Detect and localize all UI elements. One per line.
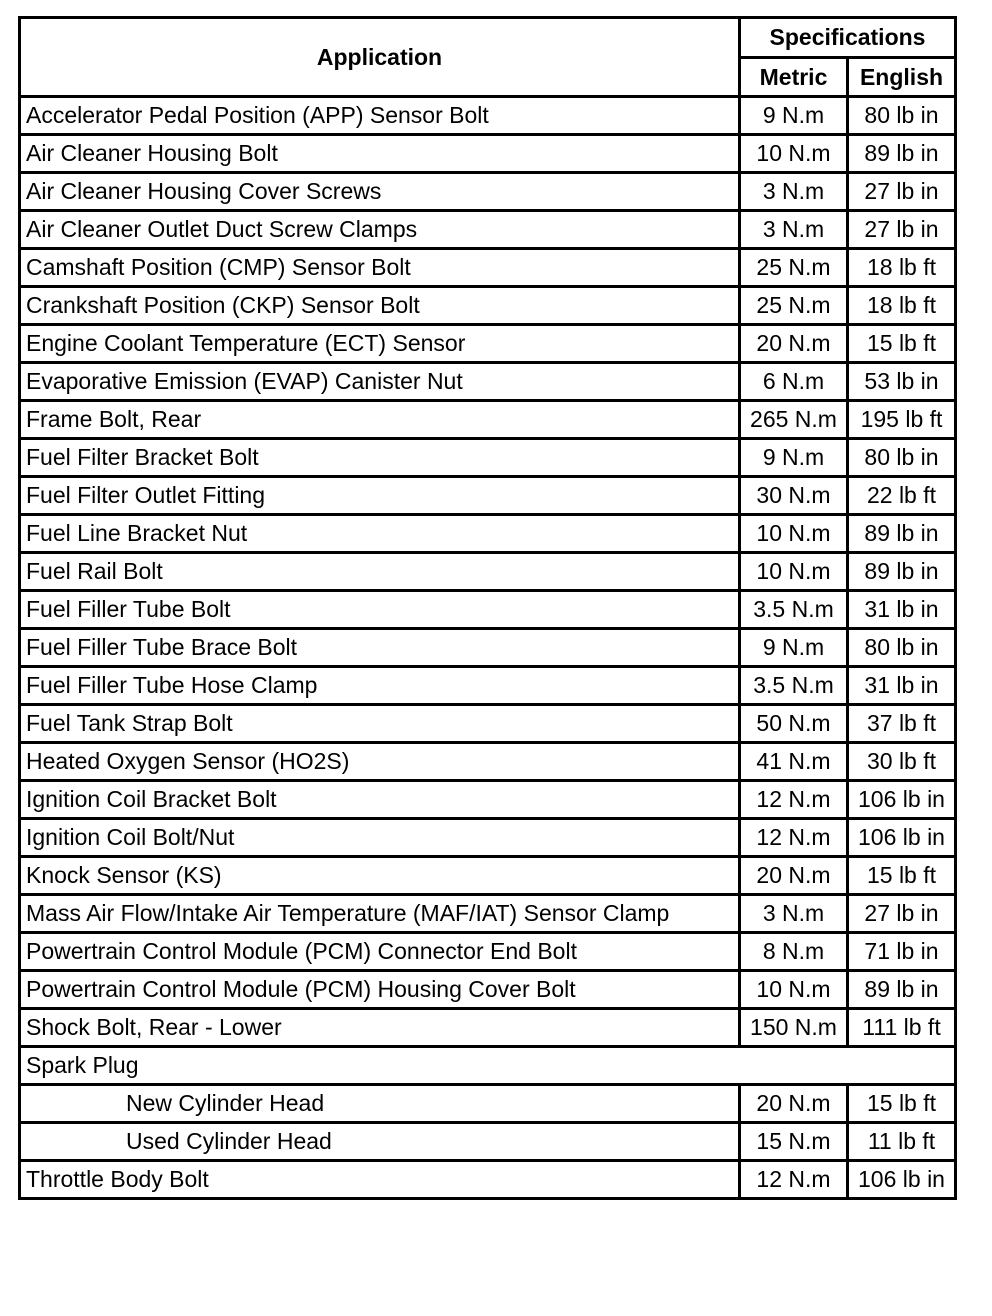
metric-cell: 30 N.m	[740, 477, 848, 515]
table-row	[20, 363, 956, 401]
application-cell: Fuel Rail Bolt	[20, 553, 740, 591]
table-row	[20, 173, 956, 211]
application-cell: Fuel Line Bracket Nut	[20, 515, 740, 553]
metric-cell: 20 N.m	[740, 857, 848, 895]
table-row	[20, 1161, 956, 1199]
table-header	[20, 18, 956, 97]
english-cell: 31 lb in	[848, 591, 956, 629]
application-cell: Air Cleaner Housing Cover Screws	[20, 173, 740, 211]
english-cell: 11 lb ft	[848, 1123, 956, 1161]
english-cell: 89 lb in	[848, 515, 956, 553]
metric-cell: 10 N.m	[740, 553, 848, 591]
application-cell: Mass Air Flow/Intake Air Temperature (MAF/IAT) Sensor Clamp	[20, 895, 740, 933]
english-cell: 89 lb in	[848, 553, 956, 591]
metric-cell: 265 N.m	[740, 401, 848, 439]
metric-cell: 15 N.m	[740, 1123, 848, 1161]
application-cell: Camshaft Position (CMP) Sensor Bolt	[20, 249, 740, 287]
english-cell: 15 lb ft	[848, 857, 956, 895]
application-cell: Air Cleaner Housing Bolt	[20, 135, 740, 173]
metric-cell: 12 N.m	[740, 1161, 848, 1199]
metric-cell: 25 N.m	[740, 249, 848, 287]
table-row	[20, 211, 956, 249]
application-cell: Fuel Filler Tube Brace Bolt	[20, 629, 740, 667]
table-row	[20, 477, 956, 515]
table-row	[20, 591, 956, 629]
table-row	[20, 1085, 956, 1123]
table-row	[20, 781, 956, 819]
english-cell: 30 lb ft	[848, 743, 956, 781]
metric-header: Metric	[740, 58, 848, 97]
english-cell: 89 lb in	[848, 971, 956, 1009]
english-cell: 80 lb in	[848, 439, 956, 477]
metric-cell: 9 N.m	[740, 439, 848, 477]
metric-cell: 20 N.m	[740, 1085, 848, 1123]
table-row	[20, 933, 956, 971]
application-cell: Engine Coolant Temperature (ECT) Sensor	[20, 325, 740, 363]
metric-cell: 3.5 N.m	[740, 591, 848, 629]
english-cell: 71 lb in	[848, 933, 956, 971]
application-cell: Powertrain Control Module (PCM) Housing Cover Bolt	[20, 971, 740, 1009]
table-row	[20, 819, 956, 857]
application-cell: Frame Bolt, Rear	[20, 401, 740, 439]
application-cell: Throttle Body Bolt	[20, 1161, 740, 1199]
application-cell: Air Cleaner Outlet Duct Screw Clamps	[20, 211, 740, 249]
english-cell: 22 lb ft	[848, 477, 956, 515]
application-cell: Accelerator Pedal Position (APP) Sensor Bolt	[20, 97, 740, 135]
english-cell: 15 lb ft	[848, 1085, 956, 1123]
metric-cell: 50 N.m	[740, 705, 848, 743]
metric-cell: 3 N.m	[740, 173, 848, 211]
application-cell: Powertrain Control Module (PCM) Connector End Bolt	[20, 933, 740, 971]
english-cell: 106 lb in	[848, 1161, 956, 1199]
english-cell: 18 lb ft	[848, 287, 956, 325]
english-cell: 27 lb in	[848, 211, 956, 249]
metric-cell: 3 N.m	[740, 895, 848, 933]
table-row	[20, 515, 956, 553]
application-cell: Spark Plug	[20, 1047, 956, 1085]
english-cell: 37 lb ft	[848, 705, 956, 743]
english-cell: 106 lb in	[848, 819, 956, 857]
table-row	[20, 135, 956, 173]
metric-cell: 8 N.m	[740, 933, 848, 971]
table-body	[20, 97, 956, 1199]
table-row	[20, 249, 956, 287]
application-header: Application	[20, 18, 740, 97]
metric-cell: 41 N.m	[740, 743, 848, 781]
table-row	[20, 629, 956, 667]
english-cell: 27 lb in	[848, 173, 956, 211]
table-row	[20, 97, 956, 135]
table-row	[20, 1123, 956, 1161]
table-row	[20, 971, 956, 1009]
application-cell: Used Cylinder Head	[20, 1123, 740, 1161]
application-cell: Fuel Tank Strap Bolt	[20, 705, 740, 743]
specifications-header: Specifications	[740, 18, 956, 58]
application-cell: Knock Sensor (KS)	[20, 857, 740, 895]
table-row	[20, 743, 956, 781]
table-row	[20, 401, 956, 439]
english-cell: 80 lb in	[848, 97, 956, 135]
table-row	[20, 895, 956, 933]
application-cell: Heated Oxygen Sensor (HO2S)	[20, 743, 740, 781]
table-row	[20, 553, 956, 591]
table-row	[20, 705, 956, 743]
table-row	[20, 667, 956, 705]
torque-spec-table	[18, 16, 957, 1200]
metric-cell: 25 N.m	[740, 287, 848, 325]
metric-cell: 12 N.m	[740, 819, 848, 857]
metric-cell: 20 N.m	[740, 325, 848, 363]
metric-cell: 9 N.m	[740, 629, 848, 667]
english-cell: 53 lb in	[848, 363, 956, 401]
application-cell: Shock Bolt, Rear - Lower	[20, 1009, 740, 1047]
application-cell: Crankshaft Position (CKP) Sensor Bolt	[20, 287, 740, 325]
table-row	[20, 439, 956, 477]
table-row	[20, 857, 956, 895]
group-row	[20, 1047, 956, 1085]
metric-cell: 150 N.m	[740, 1009, 848, 1047]
metric-cell: 9 N.m	[740, 97, 848, 135]
metric-cell: 3 N.m	[740, 211, 848, 249]
english-cell: 18 lb ft	[848, 249, 956, 287]
application-cell: Fuel Filter Outlet Fitting	[20, 477, 740, 515]
english-cell: 15 lb ft	[848, 325, 956, 363]
english-cell: 111 lb ft	[848, 1009, 956, 1047]
english-cell: 31 lb in	[848, 667, 956, 705]
application-cell: Fuel Filter Bracket Bolt	[20, 439, 740, 477]
metric-cell: 10 N.m	[740, 515, 848, 553]
application-cell: Ignition Coil Bracket Bolt	[20, 781, 740, 819]
metric-cell: 3.5 N.m	[740, 667, 848, 705]
metric-cell: 6 N.m	[740, 363, 848, 401]
application-cell: New Cylinder Head	[20, 1085, 740, 1123]
english-header: English	[848, 58, 956, 97]
english-cell: 106 lb in	[848, 781, 956, 819]
table-row	[20, 287, 956, 325]
table-row	[20, 325, 956, 363]
application-cell: Fuel Filler Tube Bolt	[20, 591, 740, 629]
english-cell: 195 lb ft	[848, 401, 956, 439]
table-row	[20, 1009, 956, 1047]
metric-cell: 12 N.m	[740, 781, 848, 819]
english-cell: 80 lb in	[848, 629, 956, 667]
english-cell: 89 lb in	[848, 135, 956, 173]
header-row-top	[20, 18, 956, 58]
application-cell: Evaporative Emission (EVAP) Canister Nut	[20, 363, 740, 401]
metric-cell: 10 N.m	[740, 971, 848, 1009]
application-cell: Fuel Filler Tube Hose Clamp	[20, 667, 740, 705]
metric-cell: 10 N.m	[740, 135, 848, 173]
application-cell: Ignition Coil Bolt/Nut	[20, 819, 740, 857]
english-cell: 27 lb in	[848, 895, 956, 933]
